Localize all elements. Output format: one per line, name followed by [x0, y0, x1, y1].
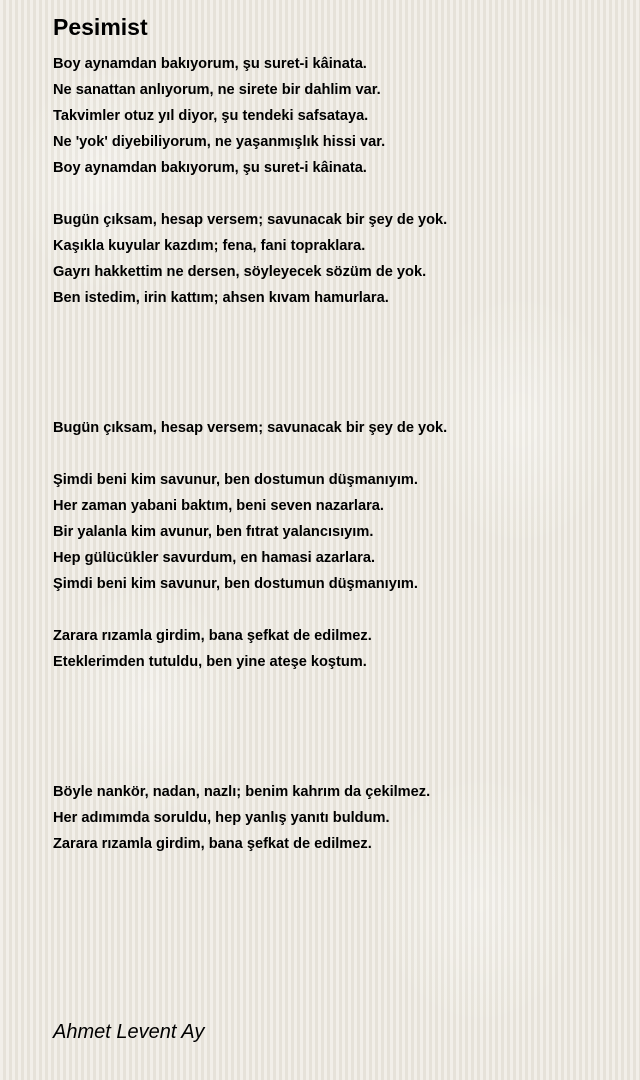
stanza-spacer — [53, 441, 623, 467]
stanza-spacer — [53, 311, 623, 415]
poem-line: Bir yalanla kim avunur, ben fıtrat yalancısıyım. — [53, 524, 374, 540]
poem-title: Pesimist — [53, 14, 148, 40]
stanza-spacer — [53, 181, 623, 207]
poem-author: Ahmet Levent Ay — [53, 1021, 205, 1043]
poem-line: Şimdi beni kim savunur, ben dostumun düşmanıyım. — [53, 576, 418, 592]
poem-line: Kaşıkla kuyular kazdım; fena, fani topraklara. — [53, 238, 366, 254]
poem-line: Bugün çıksam, hesap versem; savunacak bir şey de yok. — [53, 212, 448, 228]
poem-line: Ne 'yok' diyebiliyorum, ne yaşanmışlık hissi var. — [53, 134, 386, 150]
poem-line: Takvimler otuz yıl diyor, şu tendeki safsataya. — [53, 108, 369, 124]
poem-line: Böyle nankör, nadan, nazlı; benim kahrım da çekilmez. — [53, 784, 431, 800]
poem-line: Gayrı hakkettim ne dersen, söyleyecek sözüm de yok. — [53, 264, 427, 280]
poem-line: Boy aynamdan bakıyorum, şu suret-i kâinata. — [53, 56, 367, 72]
stanza-spacer — [53, 597, 623, 623]
poem-line: Hep gülücükler savurdum, en hamasi azarlara. — [53, 550, 375, 566]
poem-line: Her adımımda soruldu, hep yanlış yanıtı buldum. — [53, 810, 390, 826]
poem-line: Bugün çıksam, hesap versem; savunacak bir şey de yok. — [53, 420, 448, 436]
poem-body — [53, 51, 623, 857]
poem-line: Zarara rızamla girdim, bana şefkat de edilmez. — [53, 628, 372, 644]
stanza — [53, 415, 623, 441]
stanza-spacer — [53, 675, 623, 779]
poem-line: Boy aynamdan bakıyorum, şu suret-i kâinata. — [53, 160, 367, 176]
stanza — [53, 51, 623, 181]
poem-line: Şimdi beni kim savunur, ben dostumun düşmanıyım. — [53, 472, 418, 488]
stanza — [53, 623, 623, 675]
stanza — [53, 467, 623, 597]
poem-line: Zarara rızamla girdim, bana şefkat de edilmez. — [53, 836, 372, 852]
stanza — [53, 207, 623, 311]
poem-line: Eteklerimden tutuldu, ben yine ateşe koştum. — [53, 654, 367, 670]
stanza — [53, 779, 623, 857]
poem-line: Ne sanattan anlıyorum, ne sirete bir dahlim var. — [53, 82, 381, 98]
poem-line: Ben istedim, irin kattım; ahsen kıvam hamurlara. — [53, 290, 389, 306]
poem-line: Her zaman yabani baktım, beni seven nazarlara. — [53, 498, 384, 514]
